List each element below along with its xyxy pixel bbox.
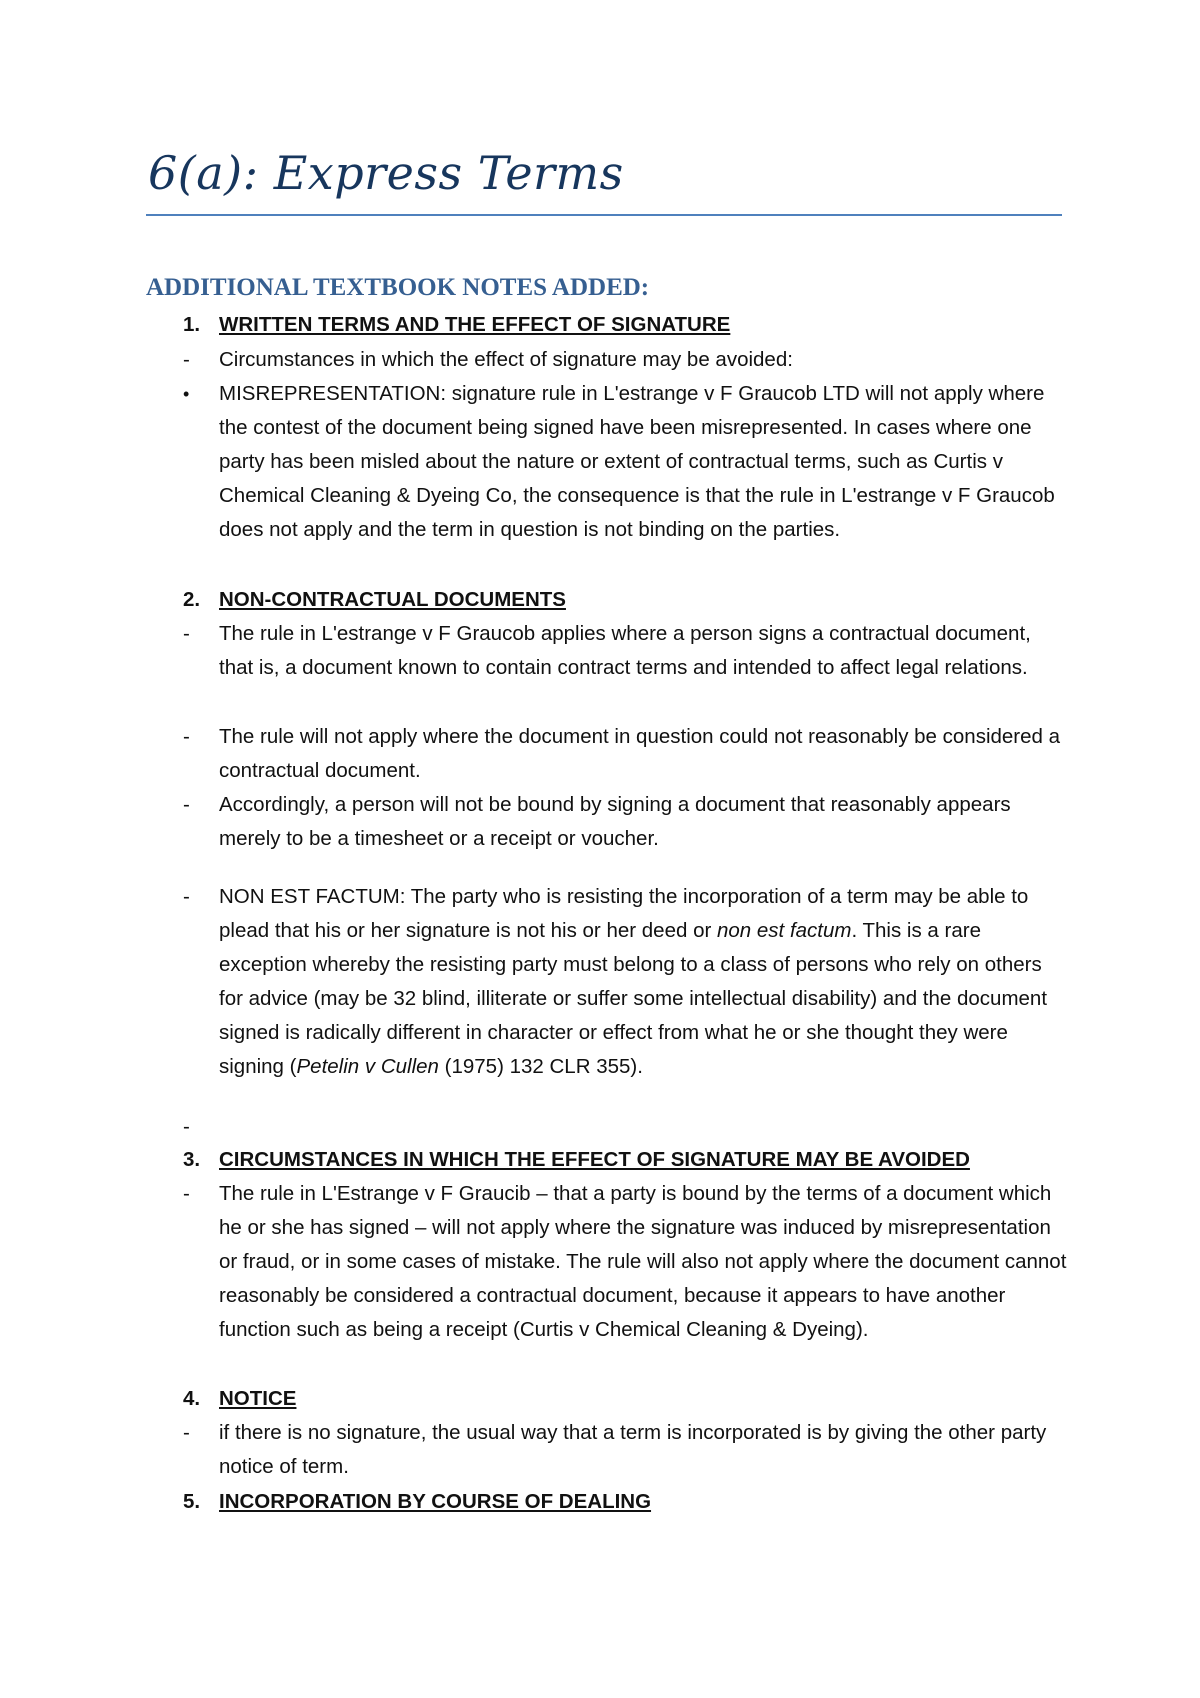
italic-latin-term: non est factum [717, 919, 852, 942]
dash-item-text: if there is no signature, the usual way that a term is incorporated is by giving the other party notice of term. [219, 1421, 1047, 1478]
dash-item-text: Circumstances in which the effect of signature may be avoided: [219, 348, 793, 371]
dash-marker: - [183, 622, 190, 645]
section-subheading: ADDITIONAL TEXTBOOK NOTES ADDED: [146, 274, 650, 301]
dash-item-text: Accordingly, a person will not be bound by signing a document that reasonably appears merely to be a timesheet or a receipt or voucher. [219, 793, 1011, 850]
dash-marker: - [183, 885, 190, 908]
dash-item-text: The rule will not apply where the document in question could not reasonably be considered a contractual document. [219, 725, 1061, 782]
title-underline-rule [146, 214, 1062, 216]
italic-case-name: Petelin v Cullen [296, 1055, 439, 1078]
heading-text: NON-CONTRACTUAL DOCUMENTS [219, 588, 566, 611]
heading-text: INCORPORATION BY COURSE OF DEALING [219, 1490, 652, 1513]
list-number: 4. [183, 1387, 201, 1410]
bullet-marker: • [183, 384, 190, 404]
dash-marker: - [183, 1182, 190, 1205]
list-number: 3. [183, 1148, 201, 1171]
dash-marker: - [183, 1115, 190, 1138]
dash-marker: - [183, 793, 190, 816]
list-number: 5. [183, 1490, 201, 1513]
heading-text: WRITTEN TERMS AND THE EFFECT OF SIGNATURE [219, 313, 731, 336]
text-segment: . This is a rare exception whereby the resisting party must belong to a class of persons who rely on others for advice (may be 32 blind, illiterate or suffer some intellectual disability) and the document signed is radically different in character or effect from what he or she thought they were signing ( [219, 919, 1048, 1078]
text-segment: NON EST FACTUM: The party who is resisting the incorporation of a term may be able to plead that his or her signature is not his or her deed or [219, 885, 1029, 942]
list-number: 2. [183, 588, 201, 611]
dash-marker: - [183, 725, 190, 748]
heading-text: CIRCUMSTANCES IN WHICH THE EFFECT OF SIGNATURE MAY BE AVOIDED [219, 1148, 970, 1171]
list-number: 1. [183, 313, 201, 336]
bullet-item-text: MISREPRESENTATION: signature rule in L'estrange v F Graucob LTD will not apply where the contest of the document being signed have been misrepresented. In cases where one party has been misled about the nature or extent of contractual terms, such as Curtis v Chemical Cleaning & Dyeing Co, the consequence is that the rule in L'estrange v F Graucob does not apply and the term in question is not binding on the parties. [219, 382, 1055, 541]
dash-item-text: The rule in L'estrange v F Graucob applies where a person signs a contractual document, that is, a document known to contain contract terms and intended to affect legal relations. [219, 622, 1031, 679]
dash-item-text: The rule in L'Estrange v F Graucib – that a party is bound by the terms of a document which he or she has signed – will not apply where the signature was induced by misrepresentation or fraud, or in some cases of mistake. The rule will also not apply where the document cannot reasonably be considered a contractual document, because it appears to have another function such as being a receipt (Curtis v Chemical Cleaning & Dyeing). [219, 1182, 1067, 1341]
text-segment: (1975) 132 CLR 355). [438, 1055, 643, 1078]
heading-text: NOTICE [219, 1387, 297, 1410]
dash-marker: - [183, 1421, 190, 1444]
page-title: 6(a): Express Terms [148, 146, 624, 200]
dash-marker: - [183, 348, 190, 371]
dash-item-text [219, 880, 1069, 1084]
